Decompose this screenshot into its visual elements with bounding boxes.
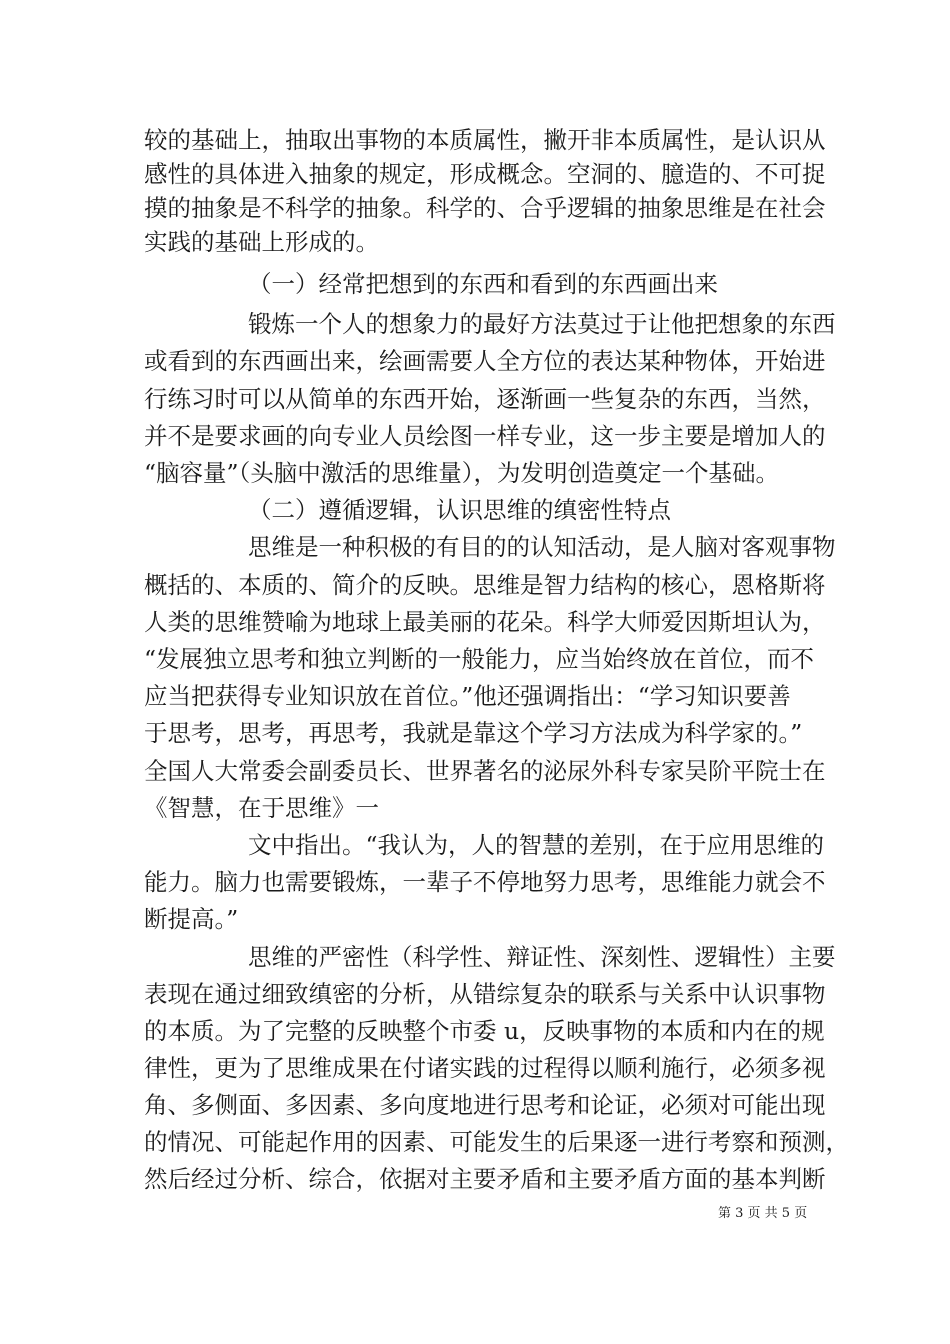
section-heading-2: （二）遵循逻辑，认识思维的缜密性特点	[248, 496, 671, 524]
text-line-1: 较的基础上，抽取出事物的本质属性，撇开非本质属性，是认识从	[144, 126, 826, 154]
text-line-9: 并不是要求画的向专业人员绘图一样专业，这一步主要是增加人的	[144, 422, 826, 450]
text-line-18: 全国人大常委会副委员长、世界著名的泌尿外科专家吴阶平院士在	[144, 757, 826, 785]
text-line-7: 或看到的东西画出来，绘画需要人全方位的表达某种物体，开始进	[144, 347, 826, 375]
text-line-6: 锻炼一个人的想象力的最好方法莫过于让他把想象的东西	[248, 310, 836, 338]
text-line-24: 表现在通过细致缜密的分析，从错综复杂的联系与关系中认识事物	[144, 980, 826, 1008]
page-number-footer: 第 3 页 共 5 页	[718, 1206, 808, 1221]
text-line-15: “发展独立思考和独立判断的一般能力，应当始终放在首位，而不	[144, 645, 815, 673]
text-line-21: 能力。脑力也需要锻炼，一辈子不停地努力思考，思维能力就会不	[144, 868, 826, 896]
text-line-10: “脑容量”（头脑中激活的思维量），为发明创造奠定一个基础。	[144, 459, 780, 487]
text-line-4: 实践的基础上形成的。	[144, 228, 379, 256]
text-line-22: 断提高。”	[144, 905, 239, 933]
text-line-27: 角、多侧面、多因素、多向度地进行思考和论证，必须对可能出现	[144, 1091, 826, 1119]
text-line-28: 的情况、可能起作用的因素、可能发生的后果逐一进行考察和预测，	[144, 1128, 849, 1156]
text-line-19: 《智慧，在于思维》一	[144, 794, 379, 822]
text-line-8: 行练习时可以从简单的东西开始，逐渐画一些复杂的东西，当然，	[144, 385, 826, 413]
text-line-23: 思维的严密性（科学性、辩证性、深刻性、逻辑性）主要	[248, 943, 836, 971]
text-line-25: 的本质。为了完整的反映整个市委 u，反映事物的本质和内在的规	[144, 1017, 825, 1045]
text-line-26: 律性，更为了思维成果在付诸实践的过程得以顺利施行，必须多视	[144, 1054, 826, 1082]
text-line-14: 人类的思维赞喻为地球上最美丽的花朵。科学大师爱因斯坦认为，	[144, 608, 826, 636]
text-line-3: 摸的抽象是不科学的抽象。科学的、合乎逻辑的抽象思维是在社会	[144, 194, 826, 222]
text-line-13: 概括的、本质的、简介的反映。思维是智力结构的核心，恩格斯将	[144, 571, 826, 599]
text-line-17: 于思考，思考，再思考，我就是靠这个学习方法成为科学家的。”	[144, 719, 803, 747]
section-heading-1: （一）经常把想到的东西和看到的东西画出来	[248, 270, 718, 298]
text-line-20: 文中指出。“我认为，人的智慧的差别，在于应用思维的	[248, 831, 825, 859]
text-line-29: 然后经过分析、综合，依据对主要矛盾和主要矛盾方面的基本判断	[144, 1165, 826, 1193]
text-line-12: 思维是一种积极的有目的的认知活动，是人脑对客观事物	[248, 533, 836, 561]
text-line-2: 感性的具体进入抽象的规定，形成概念。空洞的、臆造的、不可捉	[144, 160, 826, 188]
text-line-16: 应当把获得专业知识放在首位。”他还强调指出：“学习知识要善	[144, 682, 791, 710]
